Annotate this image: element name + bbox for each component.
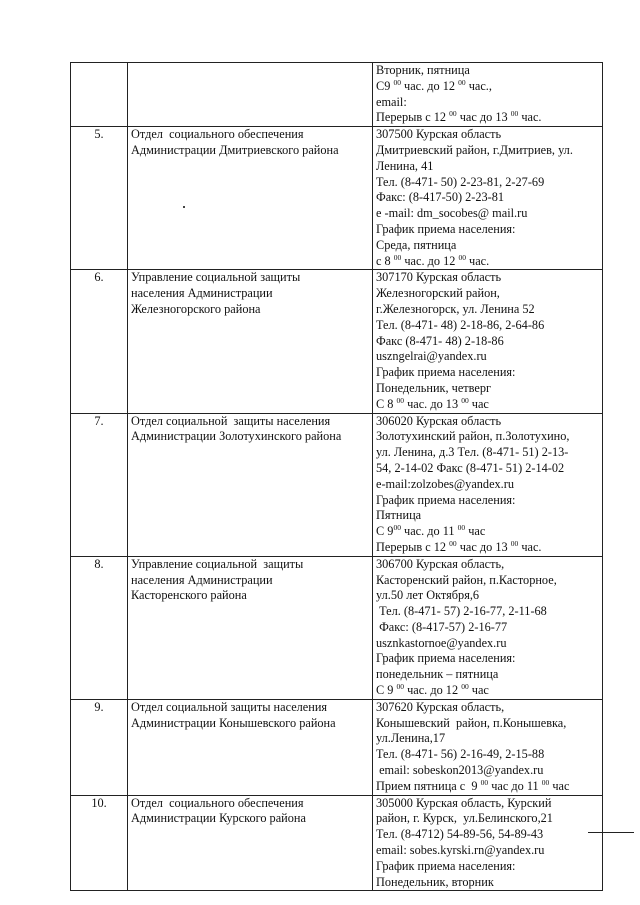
contact-info-line	[376, 381, 599, 397]
contact-info-line	[376, 429, 599, 445]
text-segment: График приема населения:	[376, 365, 516, 380]
contact-info-line	[376, 175, 599, 191]
office-name-line: населения Администрации	[131, 572, 273, 587]
text-segment: Факс (8-471- 48) 2-18-86	[376, 333, 504, 348]
text-segment: 307620 Курская область,	[376, 699, 505, 714]
text-segment: Вторник, пятница	[376, 63, 470, 77]
contact-info-line	[376, 716, 599, 732]
row-number: 9.	[71, 699, 128, 795]
contact-info-line	[376, 508, 599, 524]
text-segment: ул. Ленина, д.3 Тел. (8-471- 51) 2-13-	[376, 445, 569, 460]
text-segment: час	[465, 524, 486, 539]
contact-info-line	[376, 636, 599, 652]
text-segment: Пятница	[376, 508, 422, 523]
footer-rule	[588, 832, 634, 833]
contact-info-line	[376, 222, 599, 238]
contact-info-line	[376, 620, 599, 636]
text-segment: час. до 12	[400, 78, 459, 93]
contact-info-line	[376, 875, 599, 891]
time-minutes-superscript: 00	[510, 109, 519, 119]
text-segment: час.	[518, 539, 542, 554]
contact-info-line	[376, 238, 599, 254]
contact-info-line	[376, 604, 599, 620]
text-segment: ул.Ленина,17	[376, 731, 446, 746]
time-minutes-superscript: 00	[480, 777, 489, 787]
contact-info-line	[376, 445, 599, 461]
time-minutes-superscript: 00	[458, 252, 466, 262]
text-segment: час.,	[465, 78, 492, 93]
text-segment: email: sobeskon2013@yandex.ru	[376, 763, 544, 778]
contact-info-line	[376, 461, 599, 477]
office-name-line: Администрации Курского района	[131, 811, 306, 826]
table-row	[71, 270, 603, 413]
contact-info-line	[376, 859, 599, 875]
text-segment: понедельник – пятница	[376, 667, 499, 682]
contact-info-line	[376, 63, 599, 79]
contact-info-line	[376, 731, 599, 747]
text-segment: Дмитриевский район, г.Дмитриев, ул.	[376, 142, 573, 157]
office-name-line: Администрации Конышевского района	[131, 715, 336, 730]
table-row	[71, 556, 603, 699]
contact-info	[373, 556, 603, 699]
text-segment: час.	[518, 110, 542, 125]
time-minutes-superscript: 00	[457, 523, 466, 533]
text-segment: График приема населения:	[376, 651, 516, 666]
contact-info-line	[376, 365, 599, 381]
table-row	[71, 699, 603, 795]
text-segment: Факс: (8-417-57) 2-16-77	[376, 619, 508, 634]
contact-info-line	[376, 414, 599, 430]
contact-info-line	[376, 811, 599, 827]
text-segment: Тел. (8-471- 56) 2-16-49, 2-15-88	[376, 747, 545, 762]
row-number	[71, 63, 128, 127]
text-segment: e -mail: dm_socobes@ mail.ru	[376, 206, 528, 221]
text-segment: График приема населения:	[376, 858, 516, 873]
office-name-line: Администрации Дмитриевского района	[131, 142, 339, 157]
text-segment: час	[468, 396, 489, 411]
text-segment: Среда, пятница	[376, 237, 457, 252]
time-minutes-superscript: 00	[449, 538, 457, 548]
contact-info-line	[376, 573, 599, 589]
text-segment: Железногорский район,	[376, 286, 500, 301]
text-segment: email:	[376, 94, 407, 109]
text-segment: Касторенский район, п.Касторное,	[376, 572, 557, 587]
text-segment: 54, 2-14-02 Факс (8-471- 51) 2-14-02	[376, 460, 565, 475]
office-name	[128, 413, 373, 556]
office-name-line: Отдел социального обеспечения	[131, 127, 304, 142]
contact-info	[373, 127, 603, 270]
time-minutes-superscript: 00	[449, 109, 457, 119]
text-segment: час	[549, 778, 570, 793]
text-segment: Тел. (8-471- 57) 2-16-77, 2-11-68	[376, 604, 547, 619]
text-segment: Ленина, 41	[376, 158, 434, 173]
text-segment: с 8	[376, 253, 394, 268]
text-segment: С9	[376, 78, 394, 93]
contact-info-line	[376, 206, 599, 222]
row-number: 8.	[71, 556, 128, 699]
text-segment: usznkastornoe@yandex.ru	[376, 635, 507, 650]
contact-info-line	[376, 493, 599, 509]
contact-info-line	[376, 540, 599, 556]
office-name-line: Управление социальной защиты	[131, 556, 304, 571]
text-segment: Золотухинский район, п.Золотухино,	[376, 429, 570, 444]
row-number: 7.	[71, 413, 128, 556]
contact-info-line	[376, 159, 599, 175]
contact-info-line	[376, 302, 599, 318]
table-row	[71, 413, 603, 556]
office-name-line: населения Администрации	[131, 286, 273, 301]
office-name	[128, 556, 373, 699]
contact-info-line	[376, 477, 599, 493]
contact-info-line	[376, 79, 599, 95]
contact-info-line	[376, 683, 599, 699]
row-number: 5.	[71, 127, 128, 270]
contact-info-line	[376, 397, 599, 413]
text-segment: Тел. (8-471- 50) 2-23-81, 2-27-69	[376, 174, 545, 189]
text-segment: район, г. Курск, ул.Белинского,21	[376, 811, 553, 826]
row-number: 10.	[71, 795, 128, 891]
contact-info-line	[376, 796, 599, 812]
text-segment: График приема населения:	[376, 492, 516, 507]
text-segment: Прием пятница с 9	[376, 778, 481, 793]
text-segment: г.Железногорск, ул. Ленина 52	[376, 301, 535, 316]
contact-info	[373, 795, 603, 891]
text-segment: Перерыв с 12	[376, 110, 450, 125]
contact-info-line	[376, 588, 599, 604]
contact-info-line	[376, 110, 599, 126]
text-segment: Перерыв с 12	[376, 539, 450, 554]
time-minutes-superscript: 00	[393, 523, 401, 533]
contact-info	[373, 699, 603, 795]
office-name	[128, 795, 373, 891]
text-segment: Понедельник, вторник	[376, 874, 494, 889]
text-segment: час до 13	[456, 110, 511, 125]
office-name	[128, 270, 373, 413]
text-segment: С 9	[376, 524, 394, 539]
office-name-line: Железногорского района	[131, 301, 261, 316]
contact-info-line	[376, 524, 599, 540]
time-minutes-superscript: 00	[393, 77, 401, 87]
text-segment: Конышевский район, п.Конышевка,	[376, 715, 567, 730]
contact-info	[373, 413, 603, 556]
contact-info-line	[376, 286, 599, 302]
time-minutes-superscript: 00	[393, 252, 402, 262]
text-segment: 307170 Курская область	[376, 270, 502, 285]
time-minutes-superscript: 00	[541, 777, 550, 787]
table-row	[71, 127, 603, 270]
time-minutes-superscript: 00	[461, 395, 469, 405]
text-segment: час.	[465, 253, 490, 268]
text-segment: час. до 12	[401, 253, 459, 268]
contact-info-line	[376, 270, 599, 286]
contact-info-line	[376, 763, 599, 779]
time-minutes-superscript: 00	[510, 538, 519, 548]
office-name	[128, 127, 373, 270]
time-minutes-superscript: 00	[396, 395, 404, 405]
text-segment: email: sobes.kyrski.rn@yandex.ru	[376, 843, 545, 858]
office-name	[128, 699, 373, 795]
contact-info-line	[376, 127, 599, 143]
contact-info-line	[376, 667, 599, 683]
contact-info-line	[376, 747, 599, 763]
text-segment: С 9	[376, 683, 397, 698]
contact-info-line	[376, 557, 599, 573]
text-segment: час	[468, 683, 489, 698]
contact-info-line	[376, 318, 599, 334]
text-segment: час до 11	[488, 778, 542, 793]
text-segment: 306020 Курская область	[376, 413, 502, 428]
text-segment: 305000 Курская область, Курский	[376, 795, 552, 810]
text-segment: С 8	[376, 396, 397, 411]
text-segment: Тел. (8-471- 48) 2-18-86, 2-64-86	[376, 317, 545, 332]
text-segment: uszngelrai@yandex.ru	[376, 349, 487, 364]
contact-info-line	[376, 143, 599, 159]
text-segment: Факс: (8-417-50) 2-23-81	[376, 190, 505, 205]
row-number: 6.	[71, 270, 128, 413]
contact-info-line	[376, 779, 599, 795]
text-segment: 306700 Курская область,	[376, 556, 505, 571]
time-minutes-superscript: 00	[458, 77, 466, 87]
office-name-line: Администрации Золотухинского района	[131, 429, 342, 444]
contact-info-line	[376, 334, 599, 350]
contact-info-line	[376, 700, 599, 716]
office-name-line: Касторенского района	[131, 588, 247, 603]
office-name	[128, 63, 373, 127]
table-row	[71, 63, 603, 127]
contact-info-line	[376, 843, 599, 859]
text-segment: 307500 Курская область	[376, 127, 502, 142]
text-segment: Тел. (8-4712) 54-89-56, 54-89-43	[376, 827, 544, 842]
text-segment: ул.50 лет Октября,6	[376, 588, 480, 603]
text-segment: Понедельник, четверг	[376, 380, 492, 395]
offices-table	[70, 62, 603, 891]
text-segment: час. до 12	[404, 683, 462, 698]
contact-info-line	[376, 95, 599, 111]
office-name-line: Отдел социального обеспечения	[131, 795, 304, 810]
offices-table-body	[71, 63, 603, 891]
text-segment: e-mail:zolzobes@yandex.ru	[376, 476, 514, 491]
office-name-line: Отдел социальной защиты населения	[131, 699, 328, 714]
contact-info-line	[376, 254, 599, 270]
contact-info	[373, 270, 603, 413]
time-minutes-superscript: 00	[461, 682, 469, 692]
text-segment: час. до 11	[400, 524, 458, 539]
text-segment: час до 13	[456, 539, 511, 554]
scan-speck	[183, 206, 185, 208]
office-name-line: Управление социальной защиты	[131, 270, 301, 285]
table-row	[71, 795, 603, 891]
time-minutes-superscript: 00	[396, 682, 404, 692]
text-segment: час. до 13	[404, 396, 462, 411]
contact-info	[373, 63, 603, 127]
contact-info-line	[376, 827, 599, 843]
contact-info-line	[376, 651, 599, 667]
contact-info-line	[376, 190, 599, 206]
office-name-line: Отдел социальной защиты населения	[131, 413, 331, 428]
text-segment: График приема населения:	[376, 221, 516, 236]
contact-info-line	[376, 349, 599, 365]
